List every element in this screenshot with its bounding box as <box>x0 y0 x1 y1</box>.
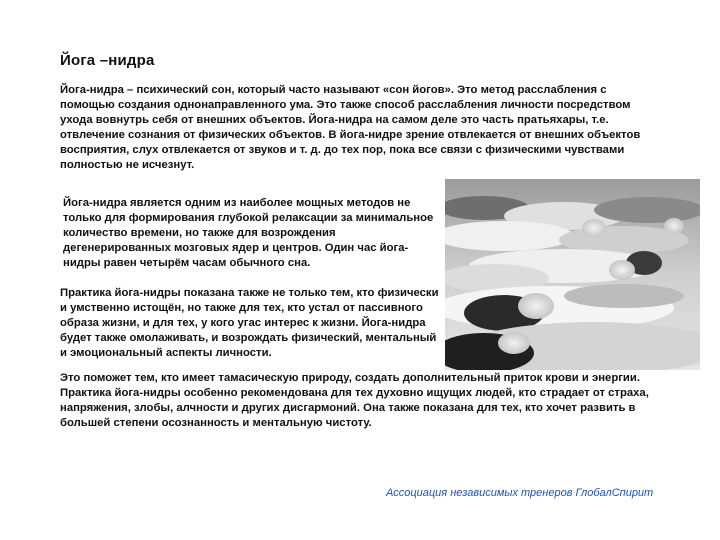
paragraph-recommendation: Это поможет тем, кто имеет тамасическую природу, создать дополнительный приток крови и энергии. Практика йога-нидры особенно рекомендована для тех духовно ищущих людей, кто страдает от страха, напряжения, злобы, алчности и других дисгармоний. Она также показана для тех, кто хочет развить в большей степени осознанность и ментальную чистоту. <box>60 372 649 429</box>
paragraph-definition: Йога-нидра – психический сон, который часто называют «сон йогов». Это метод расслабления с помощью создания однонаправленного ума. Это также способ расслабления личности посредством ухода вовнутрь себя от внешних объектов. Йога-нидра на самом деле это часть пратьяхары, т.е. отвлечение сознания от физических объектов. В йога-нидре зрение отвлекается от внешних объектов восприятия, слух отвлекается от звуков и т. д. до тех пор, пока все связи с физическими чувствами полностью не исчезнут. <box>60 84 641 171</box>
paragraph-benefits: Йога-нидра является одним из наиболее мощных методов не только для формирования глубокой релаксации за минимальное количество времени, но также для возрождения дегенерированных мозговых ядер и центров. Один час йога-нидры равен четырём часам обычного сна. <box>63 197 434 269</box>
paragraph-indications: Практика йога-нидры показана также не только тем, кто физически и умственно истощён, но также для тех, кто устал от пассивного образа жизни, и для тех, у кого угас интерес к жизни. Йога-нидра будет также омолаживать, и возрождать физический, ментальный и эмоциональный аспекты личности. <box>60 287 439 359</box>
photo-people-lying-yoga-nidra <box>444 178 701 371</box>
photo-illustration <box>444 178 701 371</box>
footer-association: Ассоциация независимых тренеров ГлобалСпирит <box>386 487 654 499</box>
slide-title: Йога –нидра <box>60 52 155 69</box>
